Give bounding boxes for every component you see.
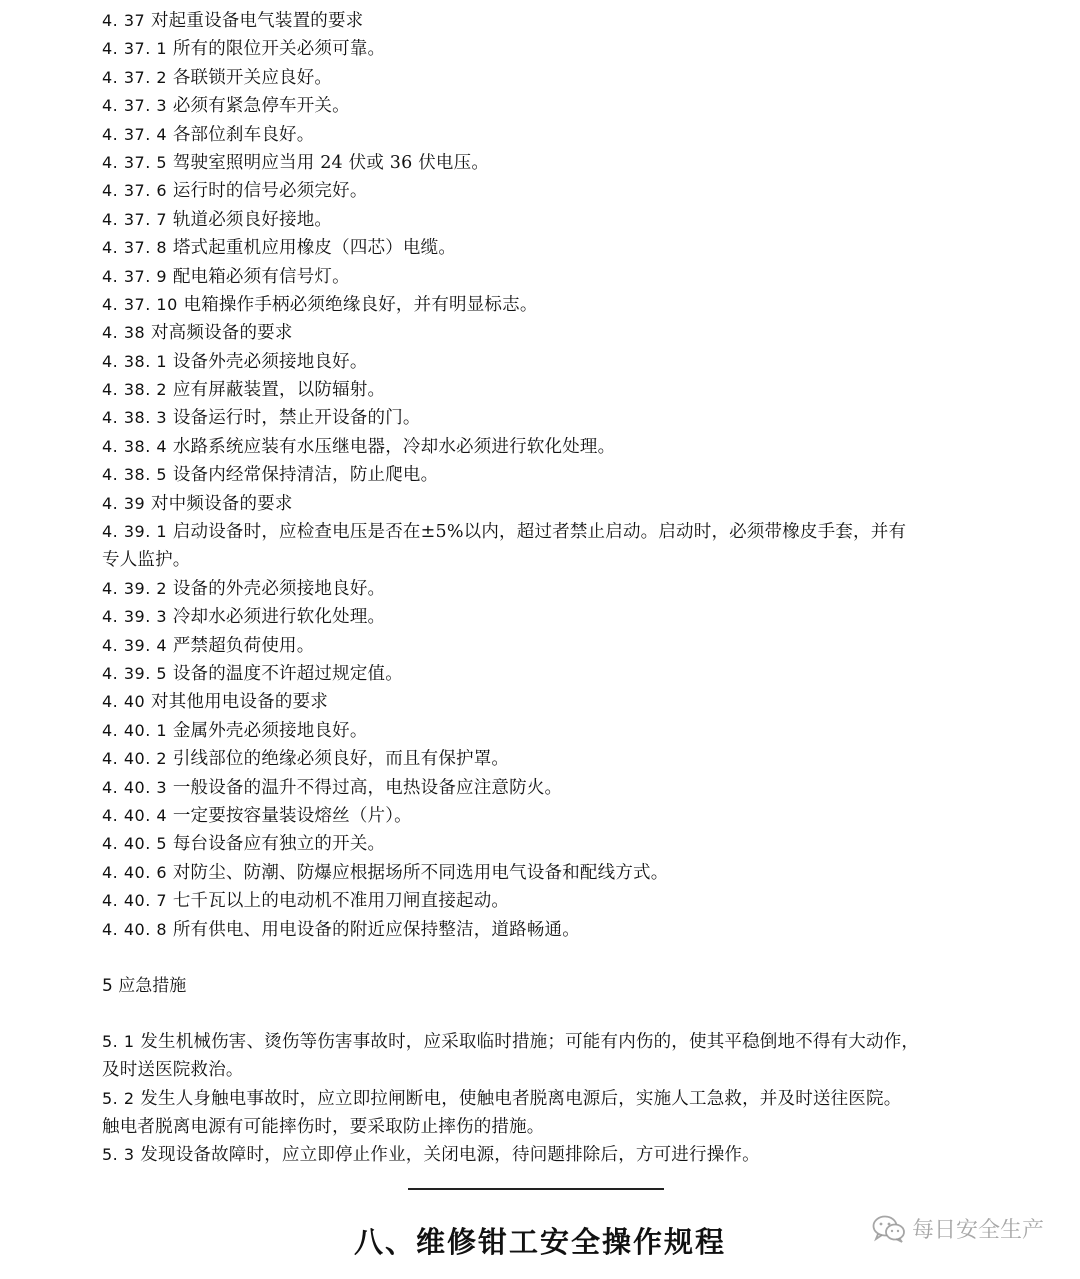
list-item — [102, 490, 962, 518]
item-text: 设备的外壳必须接地良好。 — [172, 578, 386, 599]
item-text: 冷却水必须进行软化处理。 — [172, 607, 386, 628]
list-item — [102, 745, 962, 773]
item-text: 电箱操作手柄必须绝缘良好，并有明显标志。 — [183, 294, 538, 315]
list-item — [102, 149, 962, 177]
item-number: 5. 3 — [102, 1145, 135, 1165]
item-number: 4. 37. 9 — [102, 266, 168, 286]
list-item — [102, 376, 962, 404]
item-number: 4. 38. 3 — [102, 408, 168, 428]
list-item — [102, 177, 962, 205]
item-text: 触电者脱离电源有可能摔伤时，要采取防止摔伤的措施。 — [102, 1117, 545, 1138]
item-number: 4. 40. 4 — [102, 805, 168, 825]
chapter-title: 八、维修钳工安全操作规程 — [353, 1225, 726, 1259]
item-number: 4. 37 — [102, 11, 146, 30]
item-text: 严禁超负荷使用。 — [172, 635, 315, 656]
section-heading: 5 应急措施 — [102, 975, 187, 996]
item-number: 4. 40. 3 — [102, 777, 168, 797]
item-text: 所有供电、用电设备的附近应保持整洁，道路畅通。 — [172, 919, 580, 940]
item-text: 发生机械伤害、烫伤等伤害事故时，应采取临时措施；可能有内伤的，使其平稳倒地不得有大动作， — [140, 1031, 920, 1052]
item-text: 塔式起重机应用橡皮（四芯）电缆。 — [172, 238, 457, 259]
item-number: 4. 40. 1 — [102, 720, 168, 740]
list-item — [102, 404, 962, 432]
item-text: 设备外壳必须接地良好。 — [172, 351, 368, 372]
item-number: 4. 37. 4 — [102, 124, 168, 144]
list-item — [102, 688, 962, 716]
item-text: 对中频设备的要求 — [150, 493, 293, 514]
watermark-text: 每日安全生产 — [911, 1218, 1044, 1243]
item-text: 对防尘、防潮、防爆应根据场所不同选用电气设备和配线方式。 — [172, 862, 669, 883]
document-body — [102, 7, 962, 1170]
list-item — [102, 632, 962, 660]
list-item — [102, 121, 962, 149]
item-text: 一般设备的温升不得过高，电热设备应注意防火。 — [172, 777, 563, 798]
list-item — [102, 830, 962, 858]
list-item — [102, 206, 962, 234]
item-number: 4. 37. 7 — [102, 209, 168, 229]
item-text: 启动设备时，应检查电压是否在±5%以内，超过者禁止启动。启动时，必须带橡皮手套，并有 — [172, 522, 907, 543]
list-item — [102, 1028, 962, 1056]
item-text: 引线部位的绝缘必须良好，而且有保护罩。 — [172, 749, 510, 770]
item-text: 配电箱必须有信号灯。 — [172, 266, 350, 287]
list-item — [102, 291, 962, 319]
list-item — [102, 319, 962, 347]
item-number: 4. 39. 5 — [102, 663, 168, 683]
item-number: 5. 1 — [102, 1031, 135, 1051]
item-text: 发现设备故障时，应立即停止作业，关闭电源，待问题排除后，方可进行操作。 — [140, 1145, 760, 1166]
list-item — [102, 234, 962, 262]
item-number: 4. 37. 5 — [102, 152, 168, 172]
item-number: 4. 40. 5 — [102, 834, 168, 854]
item-number: 4. 38. 2 — [102, 380, 168, 400]
list-item — [102, 64, 962, 92]
watermark — [872, 1213, 1044, 1244]
item-text: 对起重设备电气装置的要求 — [150, 11, 364, 31]
item-number: 4. 37. 10 — [102, 294, 178, 314]
item-text: 所有的限位开关必须可靠。 — [172, 39, 386, 60]
item-number: 4. 37. 2 — [102, 67, 168, 87]
item-number: 5. 2 — [102, 1088, 135, 1108]
list-item — [102, 717, 962, 745]
list-item-continuation — [102, 1056, 962, 1084]
item-number: 4. 38. 1 — [102, 351, 168, 371]
list-item — [102, 859, 962, 887]
item-number: 4. 40 — [102, 692, 146, 712]
item-number: 4. 39 — [102, 493, 146, 513]
item-number: 4. 38. 4 — [102, 436, 168, 456]
list-item-continuation — [102, 546, 962, 574]
item-number: 4. 40. 6 — [102, 862, 168, 882]
section-5-list — [102, 1028, 962, 1170]
item-text: 对高频设备的要求 — [150, 323, 293, 344]
list-item — [102, 1141, 962, 1169]
item-text: 对其他用电设备的要求 — [150, 692, 328, 713]
list-item — [102, 348, 962, 376]
item-text: 应有屏蔽装置，以防辐射。 — [172, 380, 386, 401]
item-number: 4. 38. 5 — [102, 465, 168, 485]
item-number: 4. 37. 1 — [102, 39, 168, 59]
item-number: 4. 40. 2 — [102, 749, 168, 769]
item-text: 设备的温度不许超过规定值。 — [172, 663, 403, 684]
item-text: 每台设备应有独立的开关。 — [172, 834, 386, 855]
list-item — [102, 263, 962, 291]
list-item — [102, 802, 962, 830]
item-number: 4. 37. 6 — [102, 181, 168, 201]
item-text: 发生人身触电事故时，应立即拉闸断电，使触电者脱离电源后，实施人工急救，并及时送往医院。 — [140, 1088, 902, 1109]
item-number: 4. 37. 3 — [102, 96, 168, 116]
item-text: 水路系统应装有水压继电器，冷却水必须进行软化处理。 — [172, 436, 616, 457]
divider-line — [408, 1188, 664, 1190]
item-number: 4. 39. 2 — [102, 578, 168, 598]
list-item — [102, 518, 962, 546]
item-number: 4. 40. 7 — [102, 891, 168, 911]
list-item — [102, 575, 962, 603]
list-item — [102, 774, 962, 802]
list-item — [102, 433, 962, 461]
list-item — [102, 7, 962, 35]
wechat-icon — [872, 1215, 906, 1243]
item-number: 4. 39. 4 — [102, 635, 168, 655]
item-text: 七千瓦以上的电动机不准用刀闸直接起动。 — [172, 891, 510, 912]
list-item — [102, 916, 962, 944]
list-item — [102, 35, 962, 63]
item-text: 驾驶室照明应当用 24 伏或 36 伏电压。 — [172, 152, 490, 173]
item-number: 4. 39. 3 — [102, 607, 168, 627]
item-text: 及时送医院救治。 — [102, 1060, 244, 1081]
item-number: 4. 39. 1 — [102, 522, 168, 542]
list-item — [102, 461, 962, 489]
item-number: 4. 37. 8 — [102, 238, 168, 258]
item-text: 设备运行时，禁止开设备的门。 — [172, 408, 421, 429]
item-text: 专人监护。 — [102, 550, 191, 571]
list-item — [102, 92, 962, 120]
item-text: 轨道必须良好接地。 — [172, 209, 333, 230]
item-text: 金属外壳必须接地良好。 — [172, 720, 368, 741]
item-text: 设备内经常保持清洁，防止爬电。 — [172, 465, 439, 486]
item-number: 4. 38 — [102, 323, 146, 343]
item-text: 各联锁开关应良好。 — [172, 67, 333, 88]
item-number: 4. 40. 8 — [102, 919, 168, 939]
list-item — [102, 1085, 962, 1113]
list-item-continuation — [102, 1113, 962, 1141]
list-item — [102, 887, 962, 915]
item-text: 一定要按容量装设熔丝（片）。 — [172, 805, 412, 826]
item-text: 必须有紧急停车开关。 — [172, 96, 350, 117]
section-4-list — [102, 7, 962, 944]
list-item — [102, 660, 962, 688]
item-text: 各部位刹车良好。 — [172, 124, 315, 145]
list-item — [102, 603, 962, 631]
item-text: 运行时的信号必须完好。 — [172, 181, 368, 202]
